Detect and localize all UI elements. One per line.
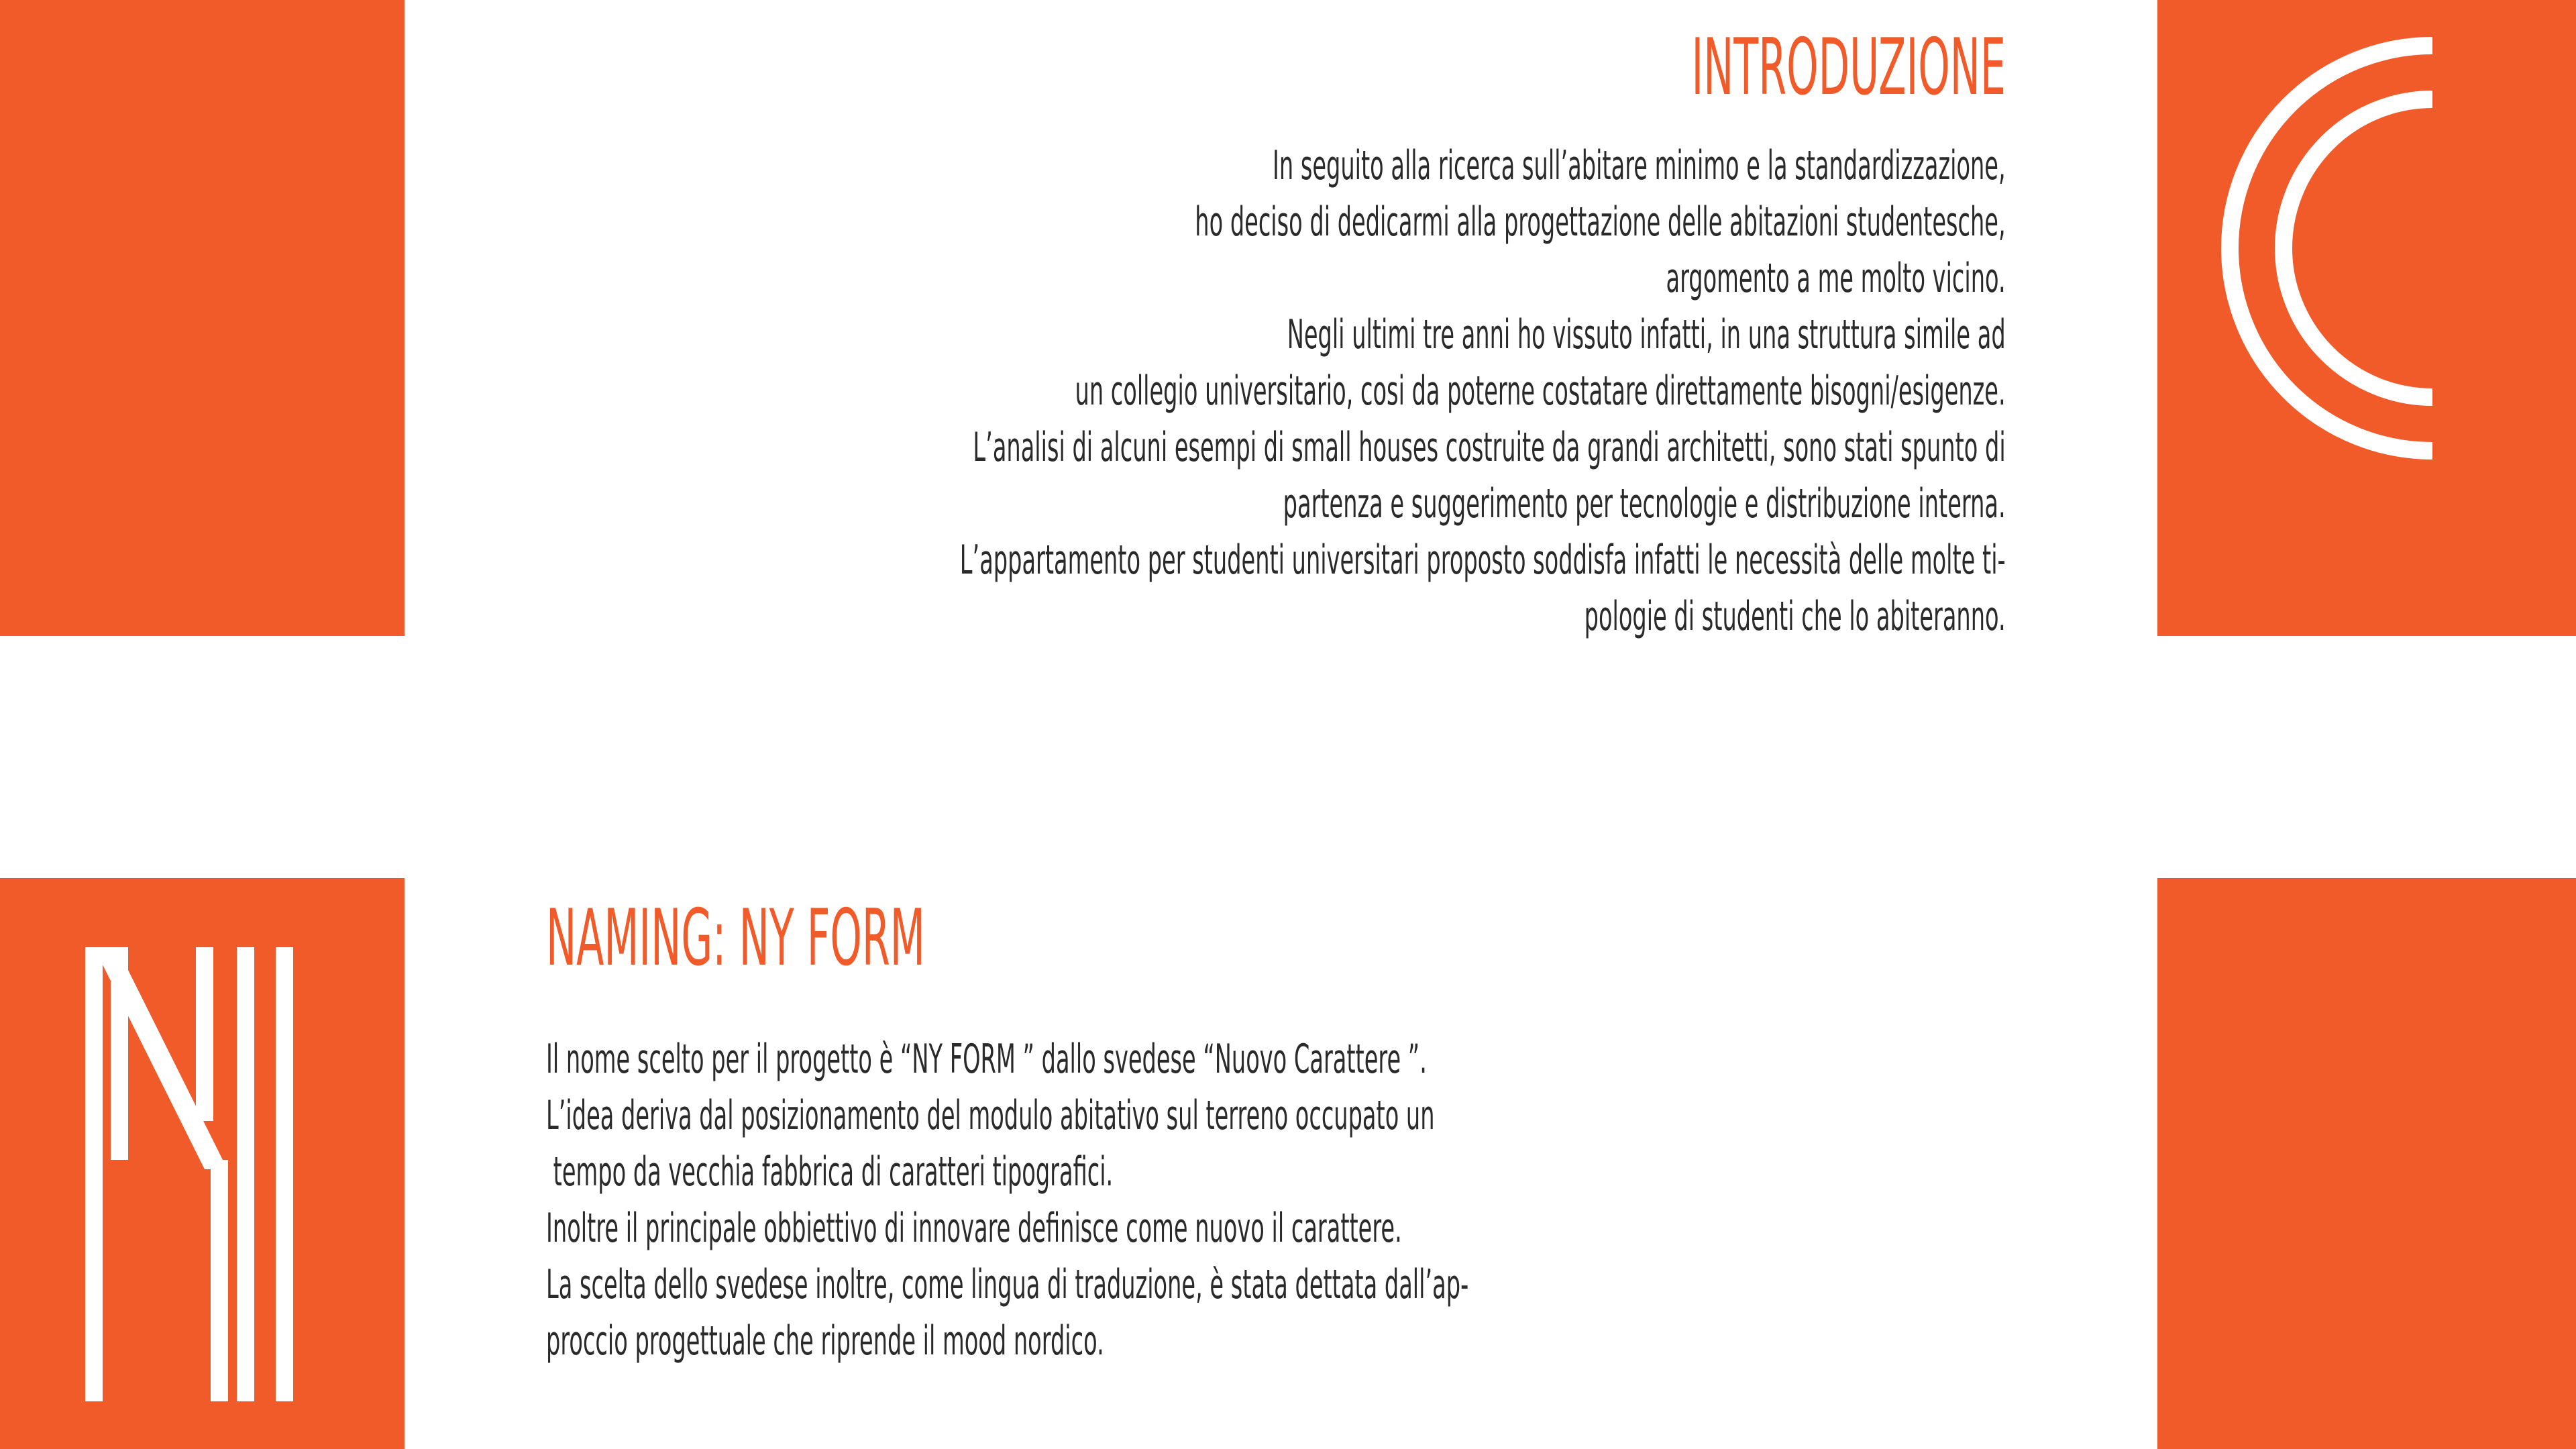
- stripe-right: [276, 947, 293, 1401]
- naming-line: L’idea deriva dal posizionamento del modulo abitativo sul terreno occupato un: [546, 1092, 1435, 1139]
- naming-heading: NAMING: NY FORM: [546, 893, 925, 983]
- naming-line: Il nome scelto per il progetto è “NY FORM ” dallo svedese “Nuovo Carattere ”.: [546, 1036, 1427, 1083]
- naming-line: tempo da vecchia fabbrica di caratteri tipografici.: [546, 1148, 1114, 1195]
- intro-line: pologie di studenti che lo abiteranno.: [1584, 593, 2006, 640]
- orange-block-bottom-right: [2157, 878, 2576, 1449]
- intro-line: Negli ultimi tre anni ho vissuto infatti, in una struttura simile ad: [1287, 311, 2006, 358]
- intro-line: partenza e suggerimento per tecnologie e distribuzione interna.: [1283, 480, 2006, 527]
- intro-line: ho deciso di dedicarmi alla progettazione delle abitazioni studentesche,: [1195, 199, 2006, 246]
- intro-line: In seguito alla ricerca sull’abitare minimo e la standardizzazione,: [1273, 142, 2006, 189]
- double-arc-c-icon: [2157, 0, 2576, 636]
- stripe-mid: [237, 947, 254, 1401]
- intro-heading: INTRODUZIONE: [1691, 22, 2006, 113]
- orange-block-bottom-left: [0, 878, 405, 1449]
- ny-monogram-icon: [0, 878, 405, 1449]
- stripe-left: [111, 947, 128, 1160]
- stripe-center-short: [196, 947, 213, 1121]
- intro-line: argomento a me molto vicino.: [1666, 255, 2006, 302]
- naming-paragraph: [546, 1031, 1468, 1369]
- naming-line: La scelta dello svedese inoltre, come lingua di traduzione, è stata dettata dall’ap-: [546, 1261, 1469, 1308]
- inner-arc: [2284, 99, 2432, 397]
- intro-line: L’analisi di alcuni esempi di small houses costruite da grandi architetti, sono stati spunto di: [973, 424, 2006, 471]
- naming-line: Inoltre il principale obbiettivo di innovare definisce come nuovo il carattere.: [546, 1205, 1402, 1252]
- intro-paragraph: [960, 138, 2006, 645]
- intro-line: un collegio universitario, cosi da poterne costatare direttamente bisogni/esigenze.: [1075, 368, 2006, 415]
- orange-block-top-right: [2157, 0, 2576, 636]
- orange-block-top-left: [0, 0, 405, 636]
- n-right-stem: [211, 1160, 228, 1401]
- n-left-stem: [85, 947, 103, 1401]
- naming-line: proccio progettuale che riprende il mood nordico.: [546, 1318, 1104, 1364]
- intro-line: L’appartamento per studenti universitari proposto soddisfa infatti le necessità delle molte ti-: [960, 537, 2006, 584]
